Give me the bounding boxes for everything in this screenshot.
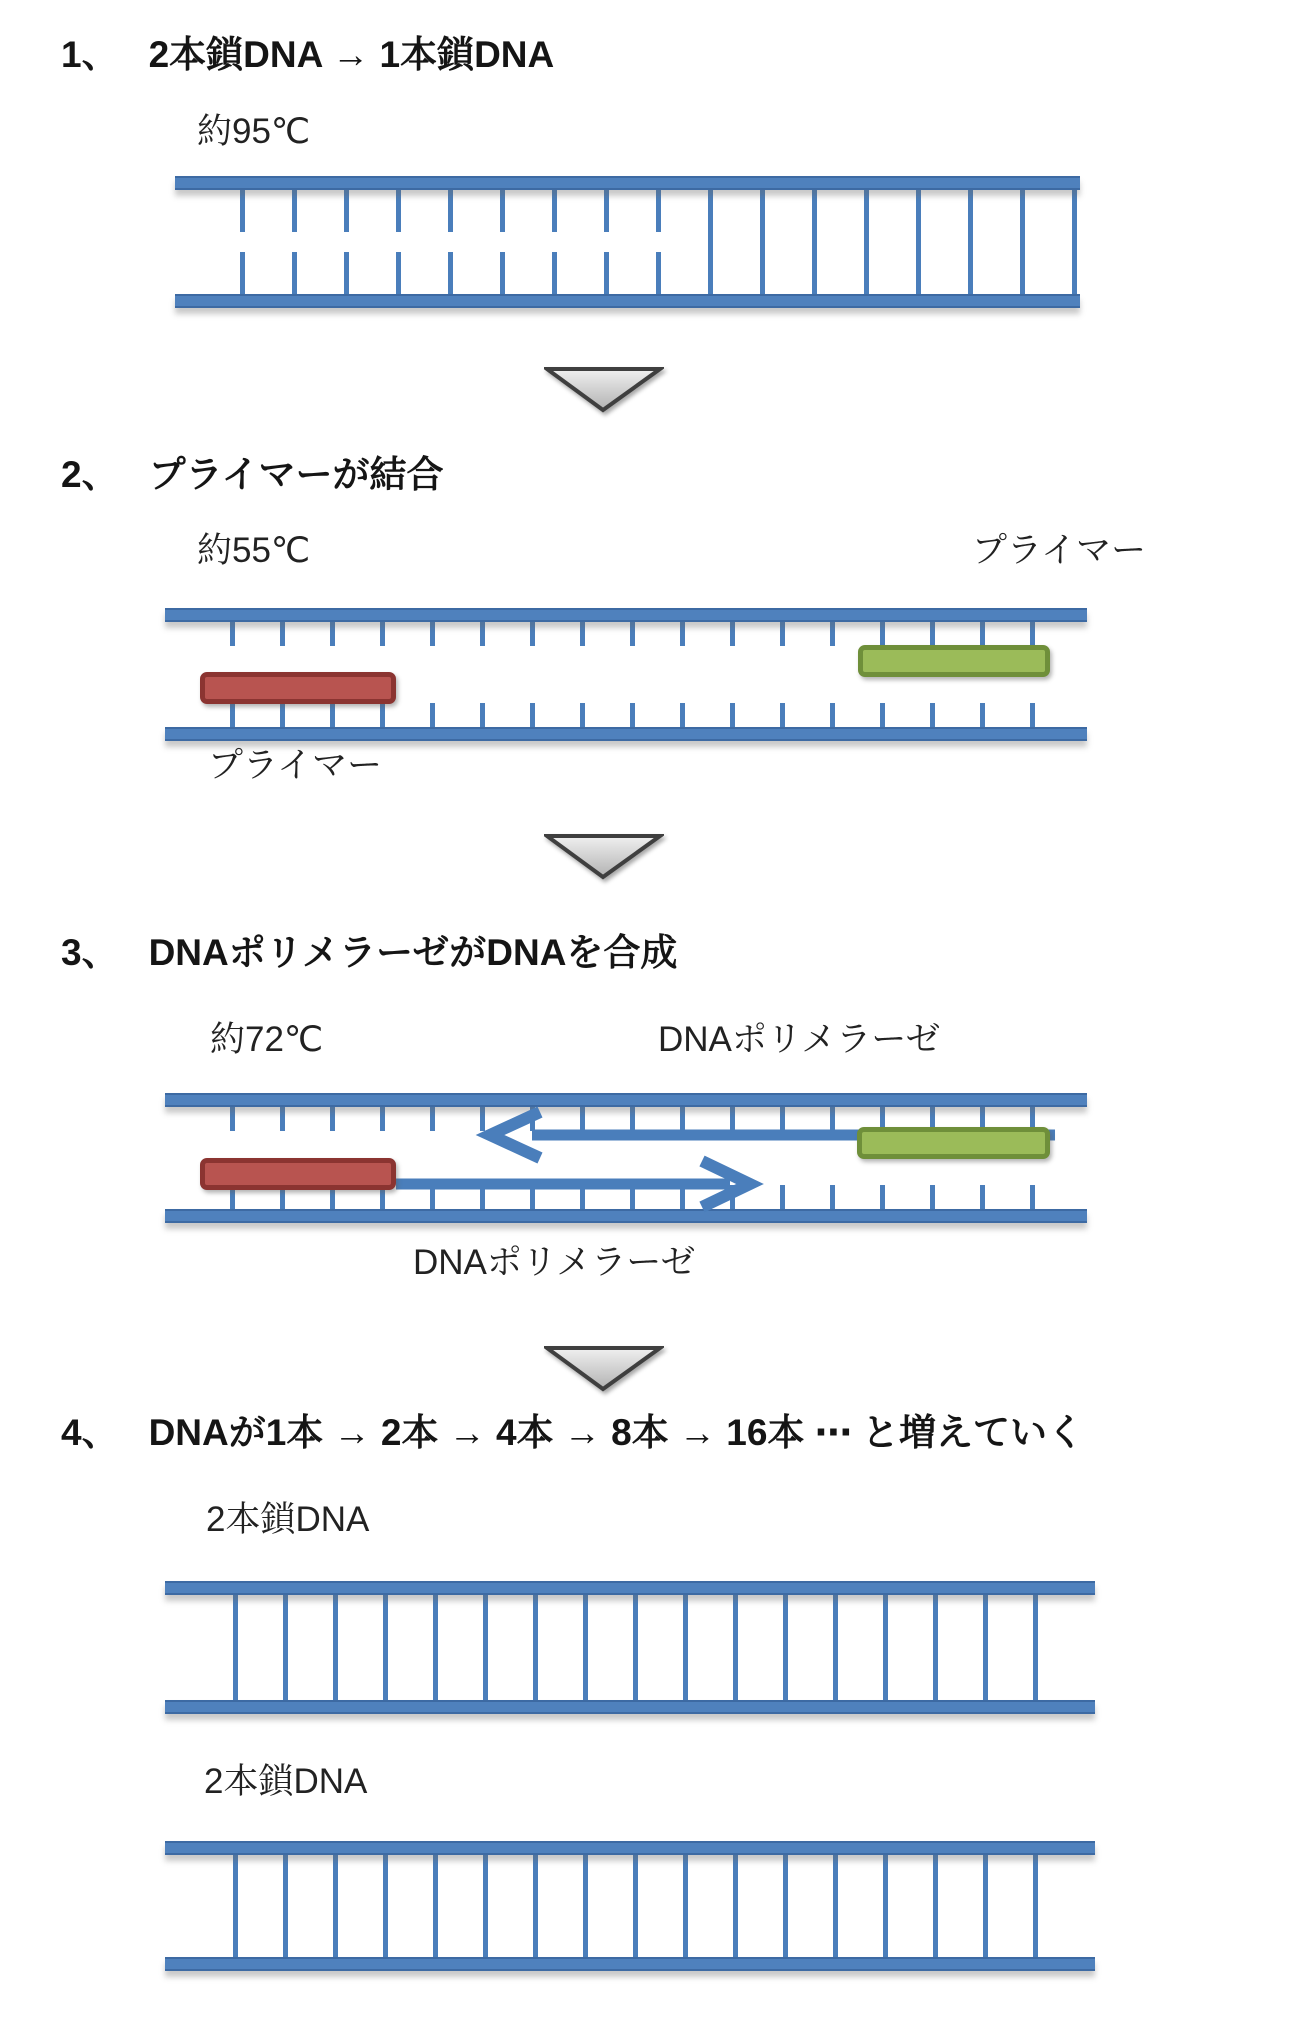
base-pair-tick-top xyxy=(430,1107,435,1131)
green-primer-step3 xyxy=(857,1127,1050,1159)
base-pair-tick xyxy=(812,190,817,294)
temperature-label-72: 約72℃ xyxy=(210,1020,324,1059)
base-pair-tick xyxy=(683,1595,688,1700)
dsdna-label-1: 2本鎖DNA xyxy=(206,1500,370,1539)
green-primer-step2 xyxy=(858,645,1050,677)
base-pair-tick xyxy=(760,190,765,294)
dna-strand-top xyxy=(175,176,1080,190)
base-pair-tick-top xyxy=(604,190,609,232)
base-pair-tick-top xyxy=(292,190,297,232)
base-pair-tick xyxy=(283,1855,288,1957)
base-pair-tick xyxy=(483,1595,488,1700)
primer-label-bottom: プライマー xyxy=(208,746,382,785)
base-pair-tick-bottom xyxy=(880,703,885,727)
base-pair-tick-bottom xyxy=(380,703,385,727)
base-pair-tick-top xyxy=(330,622,335,646)
section-3-header xyxy=(61,932,677,975)
dna-strand-bottom xyxy=(175,294,1080,308)
dna-ladder-step1 xyxy=(175,176,1080,308)
dna-ladder-step4a xyxy=(165,1581,1095,1714)
section-1-number: 1、 xyxy=(61,34,119,75)
base-pair-tick-top xyxy=(830,622,835,646)
base-pair-tick-bottom xyxy=(680,703,685,727)
base-pair-tick xyxy=(1033,1595,1038,1700)
base-pair-tick xyxy=(583,1855,588,1957)
base-pair-tick-top xyxy=(730,622,735,646)
base-pair-tick-bottom xyxy=(880,1185,885,1209)
base-pair-tick xyxy=(383,1855,388,1957)
base-pair-tick-top xyxy=(480,622,485,646)
base-pair-tick-top xyxy=(230,622,235,646)
base-pair-tick-top xyxy=(1030,622,1035,646)
base-pair-tick xyxy=(633,1595,638,1700)
section-4-number: 4、 xyxy=(61,1412,119,1453)
synthesis-arrow-right xyxy=(390,1154,770,1216)
base-pair-tick-bottom xyxy=(500,252,505,294)
base-pair-tick-bottom xyxy=(930,703,935,727)
base-pair-tick xyxy=(383,1595,388,1700)
base-pair-tick-top xyxy=(780,622,785,646)
base-pair-tick-bottom xyxy=(656,252,661,294)
step-down-arrow xyxy=(544,833,664,883)
base-pair-tick xyxy=(683,1855,688,1957)
base-pair-tick xyxy=(833,1595,838,1700)
section-2-number: 2、 xyxy=(61,454,119,495)
base-pair-tick-top xyxy=(240,190,245,232)
dna-strand-bottom xyxy=(165,727,1087,741)
step-down-arrow xyxy=(544,366,664,416)
step-down-arrow xyxy=(544,1345,664,1395)
base-pair-tick-top xyxy=(880,622,885,646)
base-pair-tick-bottom xyxy=(730,703,735,727)
base-pair-tick-bottom xyxy=(1030,1185,1035,1209)
base-pair-tick-top xyxy=(656,190,661,232)
base-pair-tick xyxy=(633,1855,638,1957)
base-pair-tick-top xyxy=(380,622,385,646)
base-pair-tick-top xyxy=(930,622,935,646)
base-pair-tick-bottom xyxy=(1030,703,1035,727)
base-pair-tick-top xyxy=(980,622,985,646)
base-pair-tick xyxy=(1020,190,1025,294)
section-4-title: DNAが1本 → 2本 → 4本 → 8本 → 16本 ⋯ と増えていく xyxy=(148,1412,1085,1453)
section-2-header xyxy=(61,454,443,497)
base-pair-tick-bottom xyxy=(552,252,557,294)
section-3-title: DNAポリメラーゼがDNAを合成 xyxy=(148,932,678,973)
base-pair-tick-bottom xyxy=(830,1185,835,1209)
base-pair-tick xyxy=(233,1595,238,1700)
base-pair-tick xyxy=(833,1855,838,1957)
base-pair-tick-bottom xyxy=(780,1185,785,1209)
section-1-title: 2本鎖DNA → 1本鎖DNA xyxy=(148,34,555,75)
dna-strand-top xyxy=(165,1581,1095,1595)
base-pair-tick xyxy=(733,1595,738,1700)
base-pair-tick-bottom xyxy=(980,1185,985,1209)
base-pair-tick xyxy=(733,1855,738,1957)
base-pair-tick-bottom xyxy=(292,252,297,294)
base-pair-tick xyxy=(233,1855,238,1957)
dna-strand-top xyxy=(165,1841,1095,1855)
base-pair-tick xyxy=(983,1855,988,1957)
polymerase-label-bottom: DNAポリメラーゼ xyxy=(413,1243,696,1282)
temperature-label-55: 約55℃ xyxy=(197,531,311,570)
base-pair-tick xyxy=(983,1595,988,1700)
base-pair-tick-top xyxy=(230,1107,235,1131)
base-pair-tick xyxy=(883,1595,888,1700)
base-pair-tick-top xyxy=(630,622,635,646)
base-pair-tick-bottom xyxy=(530,703,535,727)
section-2-title: プライマーが結合 xyxy=(148,454,444,495)
primer-label-top: プライマー xyxy=(972,531,1146,570)
dna-strand-bottom xyxy=(165,1700,1095,1714)
base-pair-tick-bottom xyxy=(830,703,835,727)
base-pair-tick-bottom xyxy=(330,703,335,727)
base-pair-tick-top xyxy=(680,622,685,646)
dna-ladder-step4b xyxy=(165,1841,1095,1971)
base-pair-tick xyxy=(968,190,973,294)
base-pair-tick-bottom xyxy=(780,703,785,727)
base-pair-tick-bottom xyxy=(230,703,235,727)
base-pair-tick-top xyxy=(280,622,285,646)
base-pair-tick xyxy=(483,1855,488,1957)
base-pair-tick xyxy=(783,1595,788,1700)
dsdna-label-2: 2本鎖DNA xyxy=(204,1762,368,1801)
base-pair-tick xyxy=(1033,1855,1038,1957)
polymerase-label-top: DNAポリメラーゼ xyxy=(658,1020,941,1059)
red-primer-step3 xyxy=(200,1158,396,1190)
base-pair-tick-top xyxy=(430,622,435,646)
base-pair-tick-bottom xyxy=(630,703,635,727)
base-pair-tick-top xyxy=(500,190,505,232)
base-pair-tick-bottom xyxy=(448,252,453,294)
base-pair-tick-top xyxy=(380,1107,385,1131)
base-pair-tick-top xyxy=(280,1107,285,1131)
base-pair-tick xyxy=(583,1595,588,1700)
base-pair-tick-top xyxy=(396,190,401,232)
section-3-number: 3、 xyxy=(61,932,119,973)
red-primer-step2 xyxy=(200,672,396,704)
base-pair-tick xyxy=(883,1855,888,1957)
base-pair-tick-top xyxy=(552,190,557,232)
base-pair-tick-bottom xyxy=(240,252,245,294)
base-pair-tick xyxy=(1072,190,1077,294)
base-pair-tick-bottom xyxy=(980,703,985,727)
dna-strand-top xyxy=(165,608,1087,622)
base-pair-tick xyxy=(708,190,713,294)
base-pair-tick-top xyxy=(580,622,585,646)
base-pair-tick-bottom xyxy=(480,703,485,727)
base-pair-tick-bottom xyxy=(930,1185,935,1209)
base-pair-tick-bottom xyxy=(280,703,285,727)
section-1-header xyxy=(61,34,554,77)
base-pair-tick xyxy=(433,1855,438,1957)
base-pair-tick xyxy=(283,1595,288,1700)
base-pair-tick-bottom xyxy=(580,703,585,727)
base-pair-tick-bottom xyxy=(344,252,349,294)
base-pair-tick xyxy=(533,1595,538,1700)
base-pair-tick-top xyxy=(530,622,535,646)
base-pair-tick xyxy=(333,1595,338,1700)
base-pair-tick-top xyxy=(448,190,453,232)
dna-strand-bottom xyxy=(165,1957,1095,1971)
base-pair-tick-bottom xyxy=(396,252,401,294)
temperature-label-95: 約95℃ xyxy=(197,112,311,151)
base-pair-tick xyxy=(864,190,869,294)
base-pair-tick-top xyxy=(330,1107,335,1131)
base-pair-tick-bottom xyxy=(430,703,435,727)
base-pair-tick xyxy=(933,1595,938,1700)
base-pair-tick xyxy=(916,190,921,294)
section-4-header xyxy=(61,1412,1084,1455)
base-pair-tick xyxy=(933,1855,938,1957)
base-pair-tick xyxy=(783,1855,788,1957)
base-pair-tick xyxy=(333,1855,338,1957)
base-pair-tick-bottom xyxy=(604,252,609,294)
base-pair-tick-top xyxy=(344,190,349,232)
base-pair-tick xyxy=(433,1595,438,1700)
base-pair-tick xyxy=(533,1855,538,1957)
